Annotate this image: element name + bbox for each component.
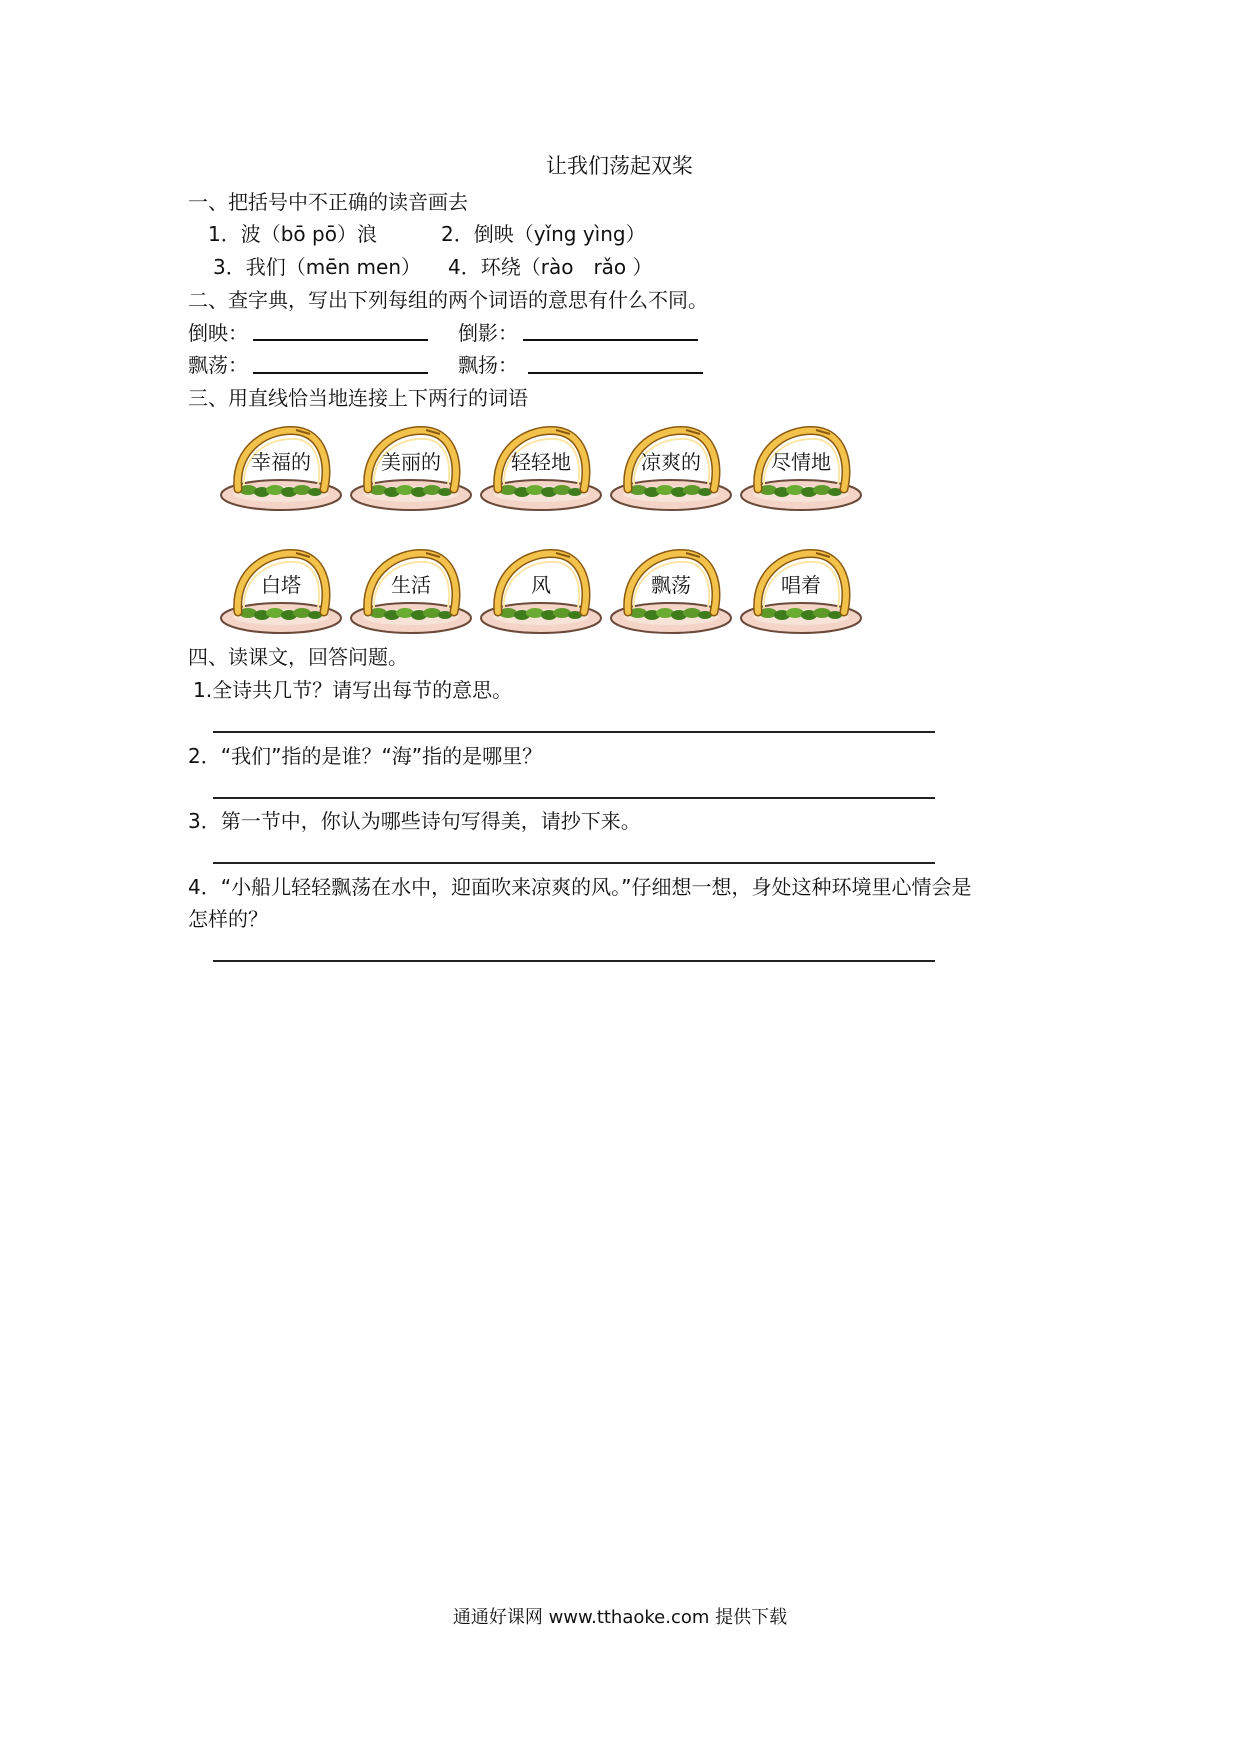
word-daoying: 倒映： <box>188 321 248 345</box>
word-piaoyang: 飘扬： <box>458 353 518 377</box>
word-dome-top-2[interactable] <box>348 425 474 513</box>
answer-line-piaoyang[interactable] <box>528 372 703 374</box>
section-2-heading: 二、查字典，写出下列每组的两个词语的意思有什么不同。 <box>188 288 708 312</box>
answer-line-q3[interactable] <box>213 862 935 864</box>
dome-label: 唱着 <box>781 573 821 597</box>
answer-line-piaodang[interactable] <box>253 372 428 374</box>
answer-line-q4[interactable] <box>213 960 935 962</box>
answer-line-daoying[interactable] <box>253 339 428 341</box>
answer-line-daoying-shadow[interactable] <box>523 339 698 341</box>
word-dome-bottom-3[interactable] <box>478 548 604 636</box>
pinyin-item-1: 1．波（bō pō）浪 <box>208 222 377 246</box>
question-3: 3．第一节中，你认为哪些诗句写得美，请抄下来。 <box>188 809 641 833</box>
dome-label: 幸福的 <box>251 450 311 474</box>
question-4: 4．“小船儿轻轻飘荡在水中，迎面吹来凉爽的风。”仔细想一想，身处这种环境里心情会是 <box>188 875 972 899</box>
section-1-heading: 一、把括号中不正确的读音画去 <box>188 190 468 214</box>
dome-label: 生活 <box>391 573 431 597</box>
word-dome-top-4[interactable] <box>608 425 734 513</box>
page-title: 让我们荡起双桨 <box>546 154 693 178</box>
pinyin-item-3: 3．我们（mēn men） <box>213 255 422 279</box>
pinyin-item-2: 2．倒映（yǐng yìng） <box>441 222 646 246</box>
word-piaodang: 飘荡： <box>188 353 248 377</box>
word-dome-bottom-5[interactable] <box>738 548 864 636</box>
word-dome-bottom-1[interactable] <box>218 548 344 636</box>
word-dome-bottom-4[interactable] <box>608 548 734 636</box>
dome-label: 尽情地 <box>771 450 831 474</box>
section-4-heading: 四、读课文，回答问题。 <box>188 645 408 669</box>
dome-label: 风 <box>531 573 551 597</box>
dome-label: 白塔 <box>261 573 301 597</box>
question-1: 1.全诗共几节？请写出每节的意思。 <box>193 678 513 702</box>
dome-label: 轻轻地 <box>511 450 571 474</box>
question-4-cont: 怎样的？ <box>188 907 268 931</box>
footer-credit: 通通好课网 www.tthaoke.com 提供下载 <box>452 1607 788 1628</box>
word-daoying-shadow: 倒影： <box>458 321 518 345</box>
word-dome-top-1[interactable] <box>218 425 344 513</box>
answer-line-q2[interactable] <box>213 797 935 799</box>
dome-label: 美丽的 <box>381 450 441 474</box>
question-2: 2．“我们”指的是谁？“海”指的是哪里？ <box>188 744 543 768</box>
word-dome-top-5[interactable] <box>738 425 864 513</box>
dome-label: 凉爽的 <box>641 450 701 474</box>
answer-line-q1[interactable] <box>213 731 935 733</box>
word-dome-top-3[interactable] <box>478 425 604 513</box>
pinyin-item-4: 4．环绕（rào rǎo ） <box>448 255 653 279</box>
section-3-heading: 三、用直线恰当地连接上下两行的词语 <box>188 386 528 410</box>
dome-label: 飘荡 <box>651 573 691 597</box>
word-dome-bottom-2[interactable] <box>348 548 474 636</box>
